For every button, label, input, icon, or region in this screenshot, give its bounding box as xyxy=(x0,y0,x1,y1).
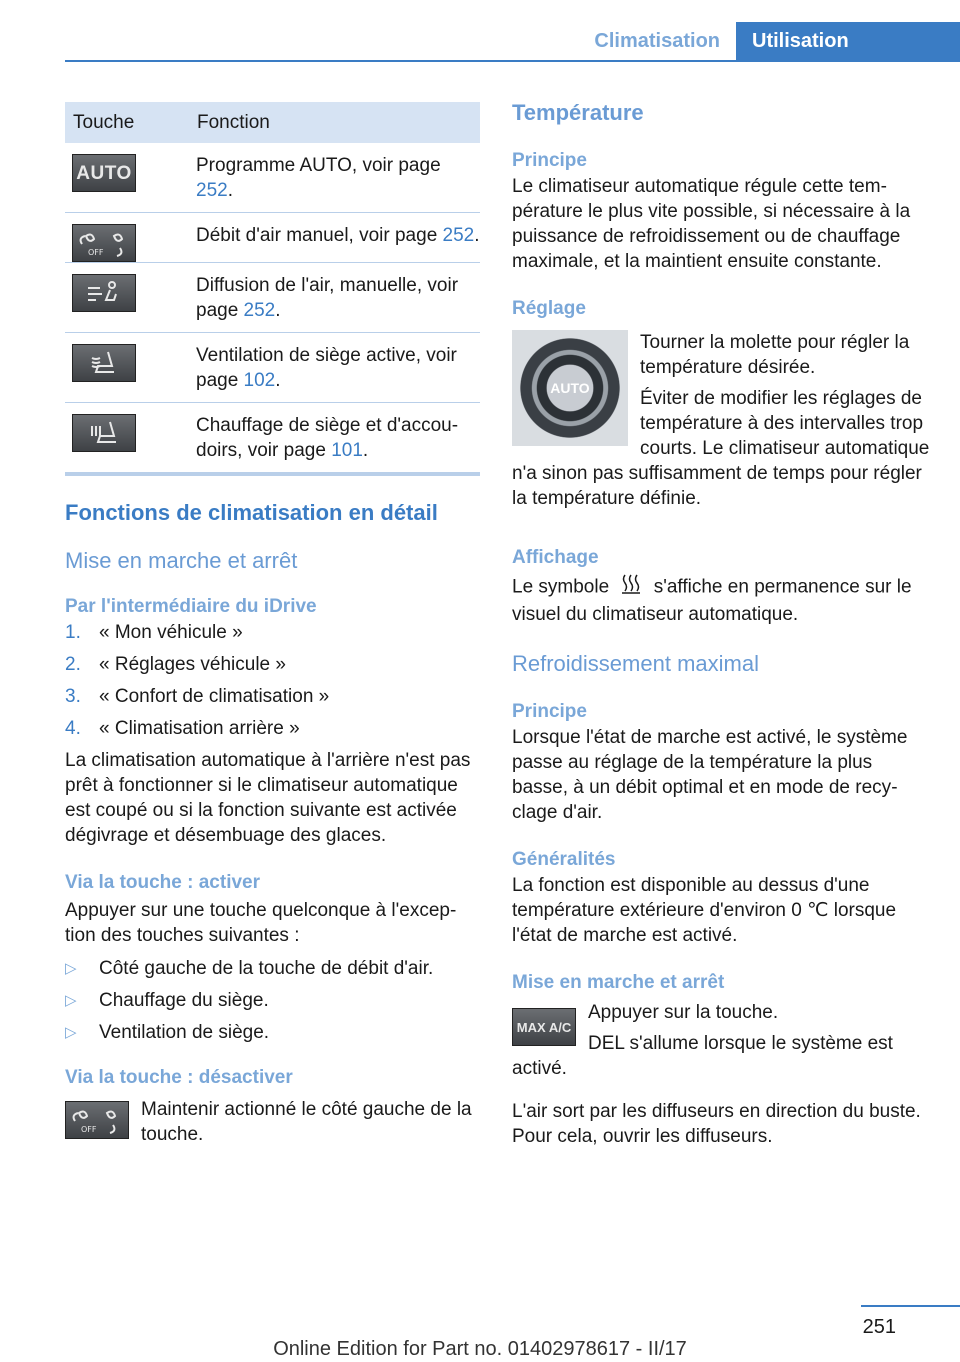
max-ac-key-label: MAX A/C xyxy=(516,1019,572,1035)
list-item: ▷ Ventilation de siège. xyxy=(65,1022,270,1043)
paragraph-deactivate: Maintenir actionné le côté gauche de la touche. xyxy=(141,1099,472,1145)
list-item: ▷ Chauffage du siège. xyxy=(65,990,269,1011)
list-item: 2. « Réglages véhicule » xyxy=(65,654,286,675)
table-row-text: Programme AUTO, voir page 252. xyxy=(187,143,480,213)
paragraph-display: Le symbole s'affiche en permanence sur le visuel du climatiseur automatique. xyxy=(512,573,932,627)
table-row-text: Diffusion de l'air, manuelle, voir page 252. xyxy=(187,263,480,333)
heading-functions-detail: Fonctions de climatisation en détail xyxy=(65,500,438,525)
right-column xyxy=(512,100,932,1149)
page-link[interactable]: 252 xyxy=(243,300,276,321)
fan-off-key-icon xyxy=(65,1101,129,1139)
paragraph-max-ac-1: Appuyer sur la touche. xyxy=(588,1002,779,1023)
idrive-steps xyxy=(65,620,480,741)
paragraph-principle: Le climatiseur automatique régule cette température le plus vite possible, si nécessaire à la puissance de refroidissement ou de chauffage maximale, et la maintient ensuite constante. xyxy=(512,176,911,272)
max-ac-key-icon xyxy=(512,1008,576,1046)
heading-idrive: Par l'intermédiaire du iDrive xyxy=(65,596,317,617)
dial-auto-label: AUTO xyxy=(550,380,590,396)
heading-on-off-2: Mise en marche et arrêt xyxy=(512,972,725,993)
air-distribution-key-icon xyxy=(72,274,136,312)
table-row-text: Chauffage de siège et d'accoudoirs, voir page 101. xyxy=(187,403,480,475)
key-function-table xyxy=(65,102,480,476)
fan-off-key-icon xyxy=(72,224,136,262)
footer-rule xyxy=(861,1305,960,1307)
heading-principle-2: Principe xyxy=(512,701,587,722)
header-chapter: Utilisation xyxy=(736,22,960,60)
heading-display: Affichage xyxy=(512,547,599,568)
paragraph-rear-note: La climatisation automatique à l'arrière n'est pas prêt à fonctionner si le climatiseur automatique est coupé ou si la fonction suivante est activée dégivrage et désembuage des glaces. xyxy=(65,750,471,846)
heading-max-cooling: Refroidissement maximal xyxy=(512,651,759,676)
paragraph-setting-2: Éviter de modifier les réglages de température à des intervalles trop courts. Le climatiseur automatique n'a sinon pas suffisamment de temps pour régler la température définie. xyxy=(512,388,930,509)
page-header xyxy=(65,22,960,62)
heading-temperature: Température xyxy=(512,100,644,125)
table-header-function: Fonction xyxy=(187,102,480,143)
heading-general: Généralités xyxy=(512,849,616,870)
seat-heating-key-icon xyxy=(72,414,136,452)
heading-setting: Réglage xyxy=(512,298,586,319)
table-row xyxy=(65,403,480,475)
table-row-text: Débit d'air manuel, voir page 252. xyxy=(187,213,480,263)
table-row xyxy=(65,143,480,213)
page-link[interactable]: 101 xyxy=(331,440,363,461)
heading-on-off: Mise en marche et arrêt xyxy=(65,548,298,573)
heat-symbol-icon xyxy=(620,573,642,602)
table-row xyxy=(65,213,480,263)
list-item: 4. « Climatisation arrière » xyxy=(65,718,300,739)
table-header-key: Touche xyxy=(65,102,187,143)
page-number: 251 xyxy=(862,1316,896,1338)
page-link[interactable]: 252 xyxy=(442,225,475,246)
paragraph-air-outlet: L'air sort par les diffuseurs en direction du buste. Pour cela, ouvrir les diffuseurs. xyxy=(512,1101,921,1147)
heading-activate: Via la touche : activer xyxy=(65,872,261,893)
table-row-text: Ventilation de siège active, voir page 102. xyxy=(187,333,480,403)
table-row xyxy=(65,333,480,403)
heading-deactivate: Via la touche : désactiver xyxy=(65,1067,293,1088)
paragraph-setting-1: Tourner la molette pour régler la température désirée. xyxy=(640,332,910,378)
svg-text:OFF: OFF xyxy=(88,248,104,257)
list-item: 1. « Mon véhicule » xyxy=(65,622,243,643)
left-column xyxy=(65,102,480,1147)
page-link[interactable]: 252 xyxy=(196,180,228,201)
svg-text:OFF: OFF xyxy=(81,1125,97,1134)
table-header-row xyxy=(65,102,480,143)
list-item: ▷ Côté gauche de la touche de débit d'air. xyxy=(65,958,434,979)
exception-list xyxy=(65,956,480,1045)
paragraph-activate: Appuyer sur une touche quelconque à l'exception des touches suivantes : xyxy=(65,900,457,946)
paragraph-principle-2: Lorsque l'état de marche est activé, le système passe au réglage de la température la plus basse, à un débit optimal et en mode de recyclage d'air. xyxy=(512,727,908,823)
paragraph-general: La fonction est disponible au dessus d'une température extérieure d'environ 0 ℃ lorsque l'état de marche est activé. xyxy=(512,875,897,946)
page-link[interactable]: 102 xyxy=(243,370,276,391)
seat-ventilation-key-icon xyxy=(72,344,136,382)
header-section: Climatisation xyxy=(594,30,720,52)
temperature-dial-image xyxy=(512,330,628,446)
paragraph-max-ac-2: DEL s'allume lorsque le système est activé. xyxy=(512,1033,893,1079)
table-row xyxy=(65,263,480,333)
heading-principle: Principe xyxy=(512,150,587,171)
auto-key-icon xyxy=(72,154,136,192)
list-item: 3. « Confort de climatisation » xyxy=(65,686,330,707)
edition-note: Online Edition for Part no. 01402978617 - II/17 xyxy=(273,1338,687,1360)
auto-key-label: AUTO xyxy=(76,162,132,184)
